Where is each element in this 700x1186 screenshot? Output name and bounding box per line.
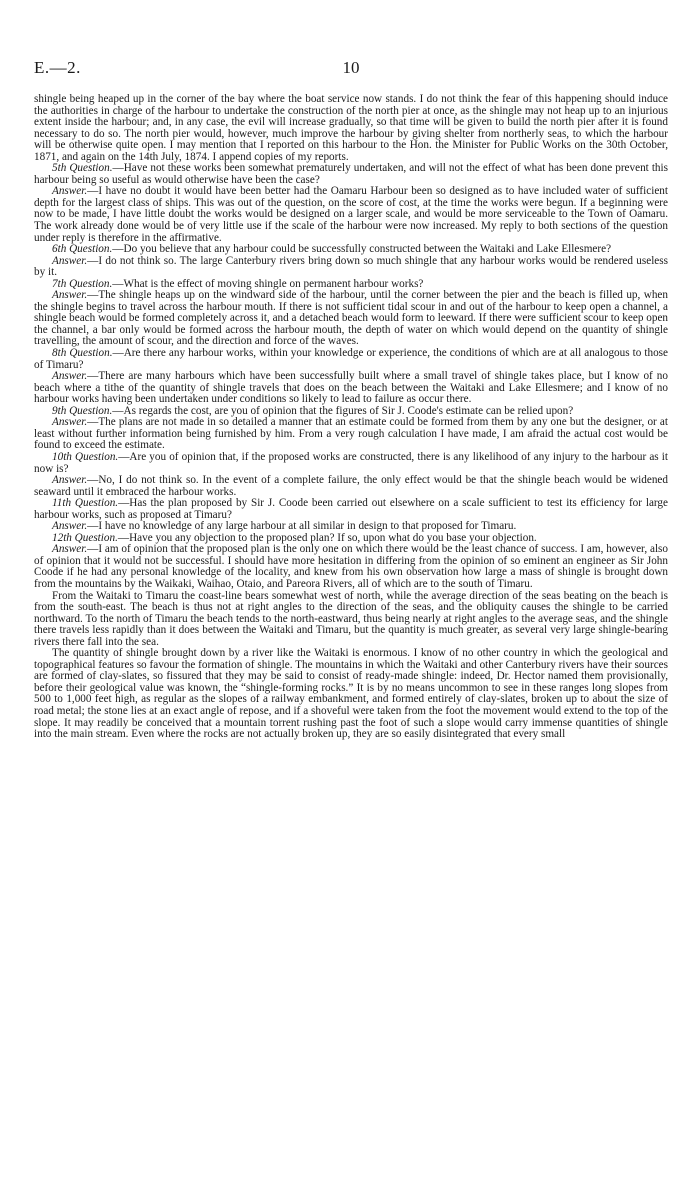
answer-9: Answer.—The plans are not made in so detailed a manner that an estimate could be formed from them by any one but the designer, or at least without further information being furnished by him. From a very rough calculation I have made, I am afraid the actual cost would be found to exceed the estimate. bbox=[34, 416, 668, 452]
question-11: 11th Question.—Has the plan proposed by Sir J. Coode been carried out elsewhere on a scale sufficient to test its efficiency for large harbour works, such as proposed at Timaru? bbox=[34, 497, 668, 521]
answer-10: Answer.—No, I do not think so. In the event of a complete failure, the only effect would be that the shingle beach would be widened seaward until it embraced the harbour works. bbox=[34, 474, 668, 498]
answer-5: Answer.—I have no doubt it would have been better had the Oamaru Harbour been so designed as to have included water of sufficient depth for the largest class of ships. This was out of the question, on the score of cost, at the time the works were begun. If a beginning were now to be made, I have little doubt the works would be designed on a larger scale, and would be more serviceable to the Town of Oamaru. The work already done would be of very little use if the scale of the harbour were now increased. My reply to both sections of the question under reply is therefore in the affirmative. bbox=[34, 185, 668, 244]
question-8: 8th Question.—Are there any harbour works, within your knowledge or experience, the conditions of which are at all analogous to those of Timaru? bbox=[34, 347, 668, 371]
question-5: 5th Question.—Have not these works been somewhat prematurely undertaken, and will not the effect of what has been done prevent this harbour being so useful as would otherwise have been the case? bbox=[34, 162, 668, 186]
paragraph: shingle being heaped up in the corner of the bay where the boat service now stands. I do not think the fear of this happening should induce the authorities in charge of the harbour to undertake the construction of the north pier at once, as the shingle may not heap up to an injurious extent inside the harbour; and, in any case, the evil will increase gradually, so that time will be given to build the north pier after it is found necessary to do so. The north pier would, however, much improve the harbour by giving shelter from northerly seas, to which the harbour will be otherwise quite open. I may mention that I reported on this harbour to the Hon. the Minister for Public Works on the 30th October, 1871, and again on the 14th July, 1874. I append copies of my reports. bbox=[34, 93, 668, 163]
answer-6: Answer.—I do not think so. The large Canterbury rivers bring down so much shingle that any harbour works would be rendered useless by it. bbox=[34, 254, 668, 279]
page-header bbox=[34, 58, 668, 82]
paragraph: From the Waitaki to Timaru the coast-line bears somewhat west of north, while the average direction of the seas beating on the beach is from the south-east. The beach is thus not at right angles to the direction of the seas, and the obliquity causes the shingle to be carried northward. To the north of Timaru the beach tends to the north-eastward, thus being nearly at right angles to the average seas, and the shingle there travels less rapidly than it does between the Waitaki and Timaru, but the quantity is much greater, as several very large shingle-bearing rivers there fall into the sea. bbox=[34, 589, 668, 648]
answer-11: Answer.—I have no knowledge of any large harbour at all similar in design to that proposed for Timaru. bbox=[52, 520, 517, 533]
page-number: 10 bbox=[342, 58, 360, 77]
answer-7: Answer.—The shingle heaps up on the windward side of the harbour, until the corner between the pier and the beach is filled up, when the shingle begins to travel across the harbour mouth. If there is not sufficient tidal scour in and out of the harbour to keep open a channel, a shingle beach would be formed completely across it, and a detached beach would form to leeward. If there were sufficient scour to keep open the channel, a bar only would be formed across the harbour mouth, the depth of water on which would depend on the quantity of shingle travelling, the amount of scour, and the direction and force of the waves. bbox=[34, 289, 668, 348]
question-10: 10th Question.—Are you of opinion that, if the proposed works are constructed, there is any likelihood of any injury to the harbour as it now is? bbox=[34, 450, 668, 475]
question-9: 9th Question.—As regards the cost, are you of opinion that the figures of Sir J. Coode's estimate can be relied upon? bbox=[52, 404, 574, 417]
answer-8: Answer.—There are many harbours which have been successfully built where a small travel of shingle takes place, but I know of no beach where a tithe of the quantity of shingle travels that does on the beach between the Waitaki and Lake Ellesmere; and I know of no harbour works having been undertaken under conditions so likely to lead to failure as occur there. bbox=[34, 370, 668, 406]
body-text bbox=[34, 94, 668, 741]
question-12: 12th Question.—Have you any objection to the proposed plan? If so, upon what do you base your objection. bbox=[52, 531, 537, 544]
paragraph: The quantity of shingle brought down by a river like the Waitaki is enormous. I know of no other country in which the geological and topographical features so favour the formation of shingle. The mountains in which the Waitaki and other Canterbury rivers have their sources are formed of clay-slates, so fissured that they may be said to consist of ready-made shingle: indeed, Dr. Hector named them provisionally, before their geological value was known, the “shingle-forming rocks.” It is by no means uncommon to see in these ranges long slopes from 500 to 1,000 feet high, as regular as the slopes of a railway embankment, and formed entirely of clay-slates, broken up to about the size of road metal; the stone lies at an exact angle of repose, and if a shoveful were taken from the foot the movement would extend to the top of the slope. It may readily be conceived that a mountain torrent rushing past the foot of such a slope would carry immense quantities of shingle into the main stream. Even where the rocks are not actually broken up, they are so easily disintegrated that every small bbox=[34, 647, 668, 741]
document-reference: E.—2. bbox=[34, 58, 81, 77]
question-6: 6th Question.—Do you believe that any harbour could be successfully constructed between the Waitaki and Lake Ellesmere? bbox=[52, 243, 612, 256]
question-7: 7th Question.—What is the effect of moving shingle on permanent harbour works? bbox=[52, 277, 424, 290]
answer-12: Answer.—I am of opinion that the proposed plan is the only one on which there would be the least chance of success. I am, however, also of opinion that it would not be successful. I should have more hesitation in differing from the opinion of so eminent an engineer as Sir John Coode if he had any personal knowledge of the locality, and knew from his own observation how large a mass of shingle is brought down from the mountains by the Waikaki, Waihao, Otaio, and Pareora Rivers, all of which are to the south of Timaru. bbox=[34, 543, 668, 590]
